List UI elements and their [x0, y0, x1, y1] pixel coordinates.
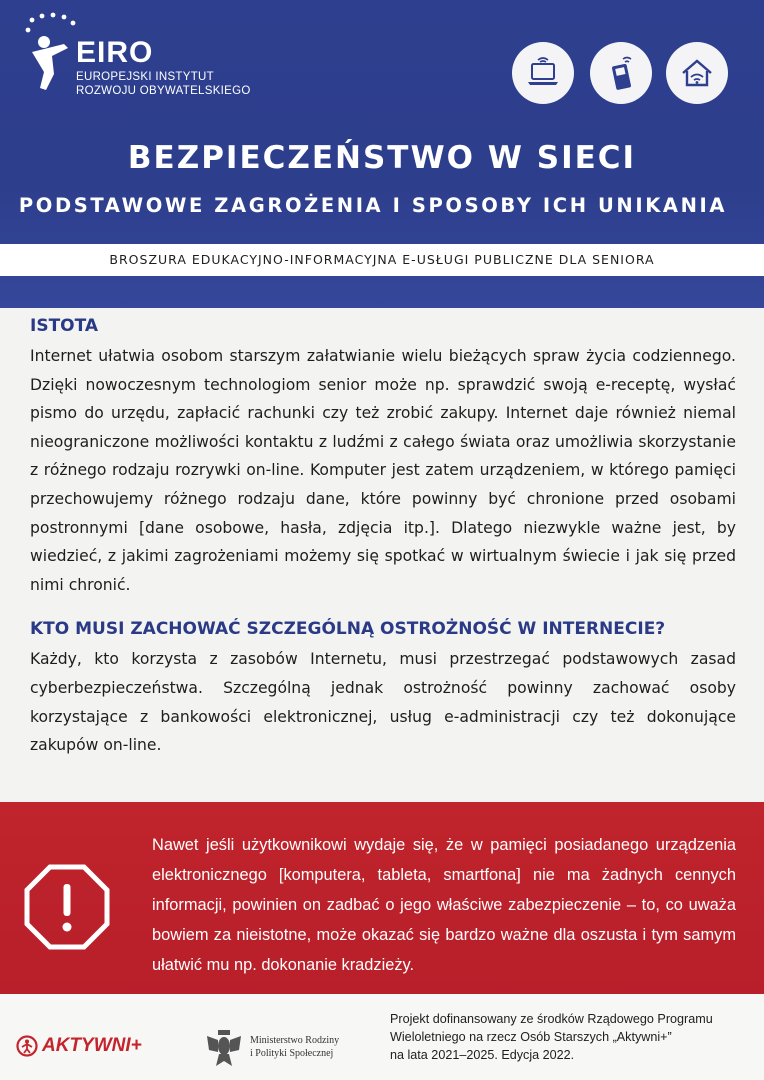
eagle-emblem-icon: [206, 1028, 242, 1068]
project-line3: na lata 2021–2025. Edycja 2022.: [390, 1048, 575, 1062]
section-heading: ISTOTA: [30, 316, 99, 336]
logo-subtitle: [76, 70, 251, 98]
section-heading: KTO MUSI ZACHOWAĆ SZCZEGÓLNĄ OSTROŻNOŚĆ W INTERNECIE?: [30, 619, 666, 640]
aktywni-label: AKTYWNI+: [42, 1035, 142, 1056]
smartphone-icon: [590, 42, 652, 104]
section-paragraph: Każdy, kto korzysta z zasobów Internetu, musi przestrzegać podstawowych zasad cyberbezpieczeństwa. Szczególną jednak ostrożność powinny zachować osoby korzystające z bankowości elektronicznej, usług e-administracji czy też dokonujące zakupów on-line.: [30, 650, 736, 755]
project-funding-note: [390, 1010, 750, 1064]
eiro-logo: [24, 12, 284, 102]
ministry-line2: i Polityki Społecznej: [250, 1048, 334, 1059]
page-subtitle: PODSTAWOWE ZAGROŻENIA I SPOSOBY ICH UNIKANIA: [18, 194, 728, 217]
aktywni-logo: [16, 1035, 142, 1057]
project-line1: Projekt dofinansowany ze środków Rządowego Programu: [390, 1012, 713, 1026]
home-wifi-icon: [666, 42, 728, 104]
ministry-name: [250, 1034, 339, 1060]
warning-text: Nawet jeśli użytkownikowi wydaje się, że w pamięci posiadanego urządzenia elektronicznego [komputera, tableta, smartfona] nie ma żadnych cennych informacji, powinien on zadbać o jego właściwe zabezpieczenie – to, co uważa bowiem za nieistotne, może okazać się bardzo ważne dla oszusta i tym samym ułatwić mu np. dokonanie kradzieży.: [152, 836, 736, 974]
project-line2: Wieloletniego na rzecz Osób Starszych „Aktywni+”: [390, 1030, 672, 1044]
brochure-band-text: BROSZURA EDUKACYJNO-INFORMACYJNA E-USŁUGI PUBLICZNE DLA SENIORA: [109, 252, 655, 267]
main-content: [30, 308, 736, 760]
logo-wordmark: EIRO: [76, 36, 154, 69]
warning-octagon-icon: [24, 864, 110, 950]
logo-subtitle-line1: EUROPEJSKI INSTYTUT: [76, 71, 214, 83]
eiro-figure-icon: [24, 12, 84, 102]
page-title: BEZPIECZEŃSTWO W SIECI: [127, 140, 637, 176]
logo-subtitle-line2: ROZWOJU OBYWATELSKIEGO: [76, 85, 251, 97]
laptop-icon: [512, 42, 574, 104]
section-paragraph: Internet ułatwia osobom starszym załatwianie wielu bieżących spraw życia codziennego. Dzięki nowoczesnym technologiom senior może np. sprawdzić swoją e-receptę, wysłać pismo do urzędu, zapłacić rachunki czy też zrobić zakupy. Internet daje również niemal nieograniczone możliwości kontaktu z ludźmi z całego świata oraz umożliwia skorzystanie z różnego rodzaju rozrywki on-line. Komputer jest zatem urządzeniem, w którego pamięci przechowujemy różnego rodzaju dane, które powinny być chronione przed osobami postronnymi [dane osobowe, hasła, zdjęcia itp.]. Dlatego niezwykle ważne jest, by wiedzieć, z jakimi zagrożeniami możemy się spotkać w wirtualnym świecie i jak się przed nimi chronić.: [30, 347, 736, 594]
ministry-line1: Ministerstwo Rodziny: [250, 1035, 340, 1046]
aktywni-figure-icon: [16, 1035, 38, 1057]
